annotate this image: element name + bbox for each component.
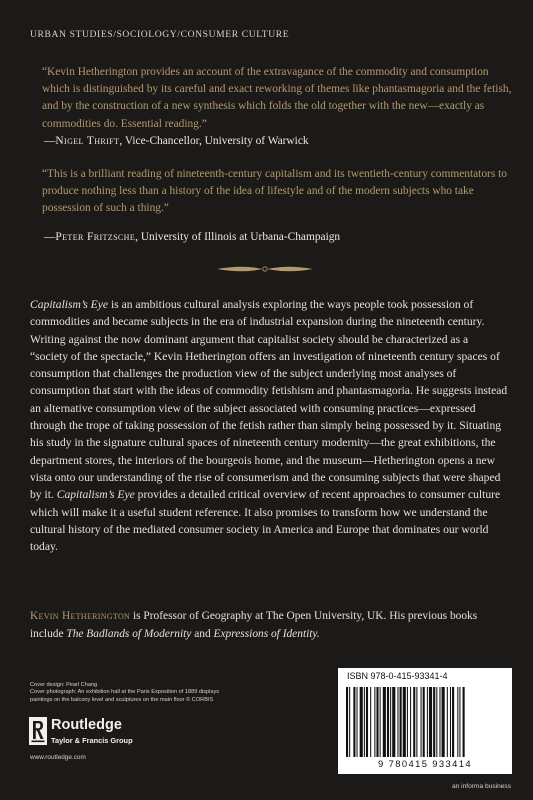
barcode-number: 9 780415 933414 bbox=[378, 758, 472, 769]
description-paragraph bbox=[30, 296, 508, 555]
endorser-name: Nigel Thrift bbox=[55, 135, 120, 147]
category-label: URBAN STUDIES/SOCIOLOGY/CONSUMER CULTURE bbox=[30, 29, 290, 40]
endorser-name: Peter Fritzsche bbox=[55, 231, 136, 243]
routledge-logo-icon bbox=[29, 717, 47, 745]
bio-text: is Professor of Geography at The Open University, UK. His previous books include bbox=[30, 610, 478, 640]
endorsement-attribution-1 bbox=[44, 135, 309, 147]
publisher-website: www.routledge.com bbox=[30, 754, 86, 761]
description-text: provides a detailed critical overview of recent approaches to consumer culture which will make it a useful student reference. It also promises to transform how we understand the cultural history of the mediated consumer society in America and Europe that dominates our world today. bbox=[30, 488, 501, 554]
endorser-affiliation: , Vice-Chancellor, University of Warwick bbox=[119, 135, 309, 147]
author-name: Kevin Hetherington bbox=[30, 610, 131, 622]
barcode-panel bbox=[338, 668, 512, 774]
isbn-label: ISBN 978-0-415-93341-4 bbox=[347, 671, 448, 681]
endorsement-quote-1: “Kevin Hetherington provides an account of the extravagance of the commodity and consumption which is distinguished by its careful and exact reworking of themes like phantasmagoria and the fetish, and by the construction of a new synthesis which folds the old together with the new—exactly as commodities do. Essential reading.” bbox=[42, 66, 512, 130]
author-bio bbox=[30, 608, 510, 643]
attribution-dash: — bbox=[44, 135, 56, 147]
endorsement-attribution-2 bbox=[44, 231, 340, 243]
book-title: Capitalism’s Eye bbox=[56, 488, 135, 502]
informa-tagline: an informa business bbox=[452, 783, 512, 790]
description-text: is an ambitious cultural analysis exploring the ways people took possession of commodities and became subjects in the era of industrial expansion during the nineteenth century. Writing against the now dominant argument that capitalist society should be characterized as a “society of the spectacle,” Kevin Hetherington offers an investigation of nineteenth century spaces of consumption that challenges the production view of the subject underlying most analyses of consumption that start with the ideas of commodity fetishism and phantasmagoria. He suggests instead an alternative consumption view of the subject associated with consuming practices—expressed through the trope of taking possession of the fetish rather than simply being possessed by it. Situating his study in the signature cultural spaces of nineteenth century modernity—the great exhibitions, the department stores, the interiors of the bourgeois home, and the museum—Hetherington opens a new vista onto our understanding of the rise of consumerism and the consuming subjects that were shaped by it. bbox=[30, 298, 508, 502]
endorsement-quote-2: “This is a brilliant reading of nineteenth-century capitalism and its twentieth-century commentators to produce nothing less than a history of the idea of lifestyle and of the modern subjects who take possession of such a thing.” bbox=[42, 168, 507, 215]
endorser-affiliation: , University of Illinois at Urbana-Champaign bbox=[135, 231, 341, 243]
publisher-name: Routledge bbox=[51, 717, 122, 733]
cover-credits bbox=[30, 682, 225, 704]
ornament-divider-icon bbox=[215, 262, 315, 276]
bio-text: and bbox=[191, 627, 214, 640]
book-title: Capitalism’s Eye bbox=[30, 298, 109, 311]
cover-design-credit: Cover design: Pearl Chang bbox=[30, 682, 98, 688]
attribution-dash: — bbox=[44, 231, 56, 243]
publisher-group: Taylor & Francis Group bbox=[51, 736, 133, 745]
barcode-icon bbox=[346, 687, 504, 759]
previous-book-title: The Badlands of Modernity bbox=[66, 627, 192, 640]
cover-photo-credit: Cover photograph: An exhibition hall at the Paris Exposition of 1889 displays paintings on the balcony level and sculptures on the main floor © CORBIS bbox=[30, 689, 220, 703]
publisher-logo bbox=[29, 716, 169, 748]
previous-book-title: Expressions of Identity. bbox=[213, 627, 320, 640]
